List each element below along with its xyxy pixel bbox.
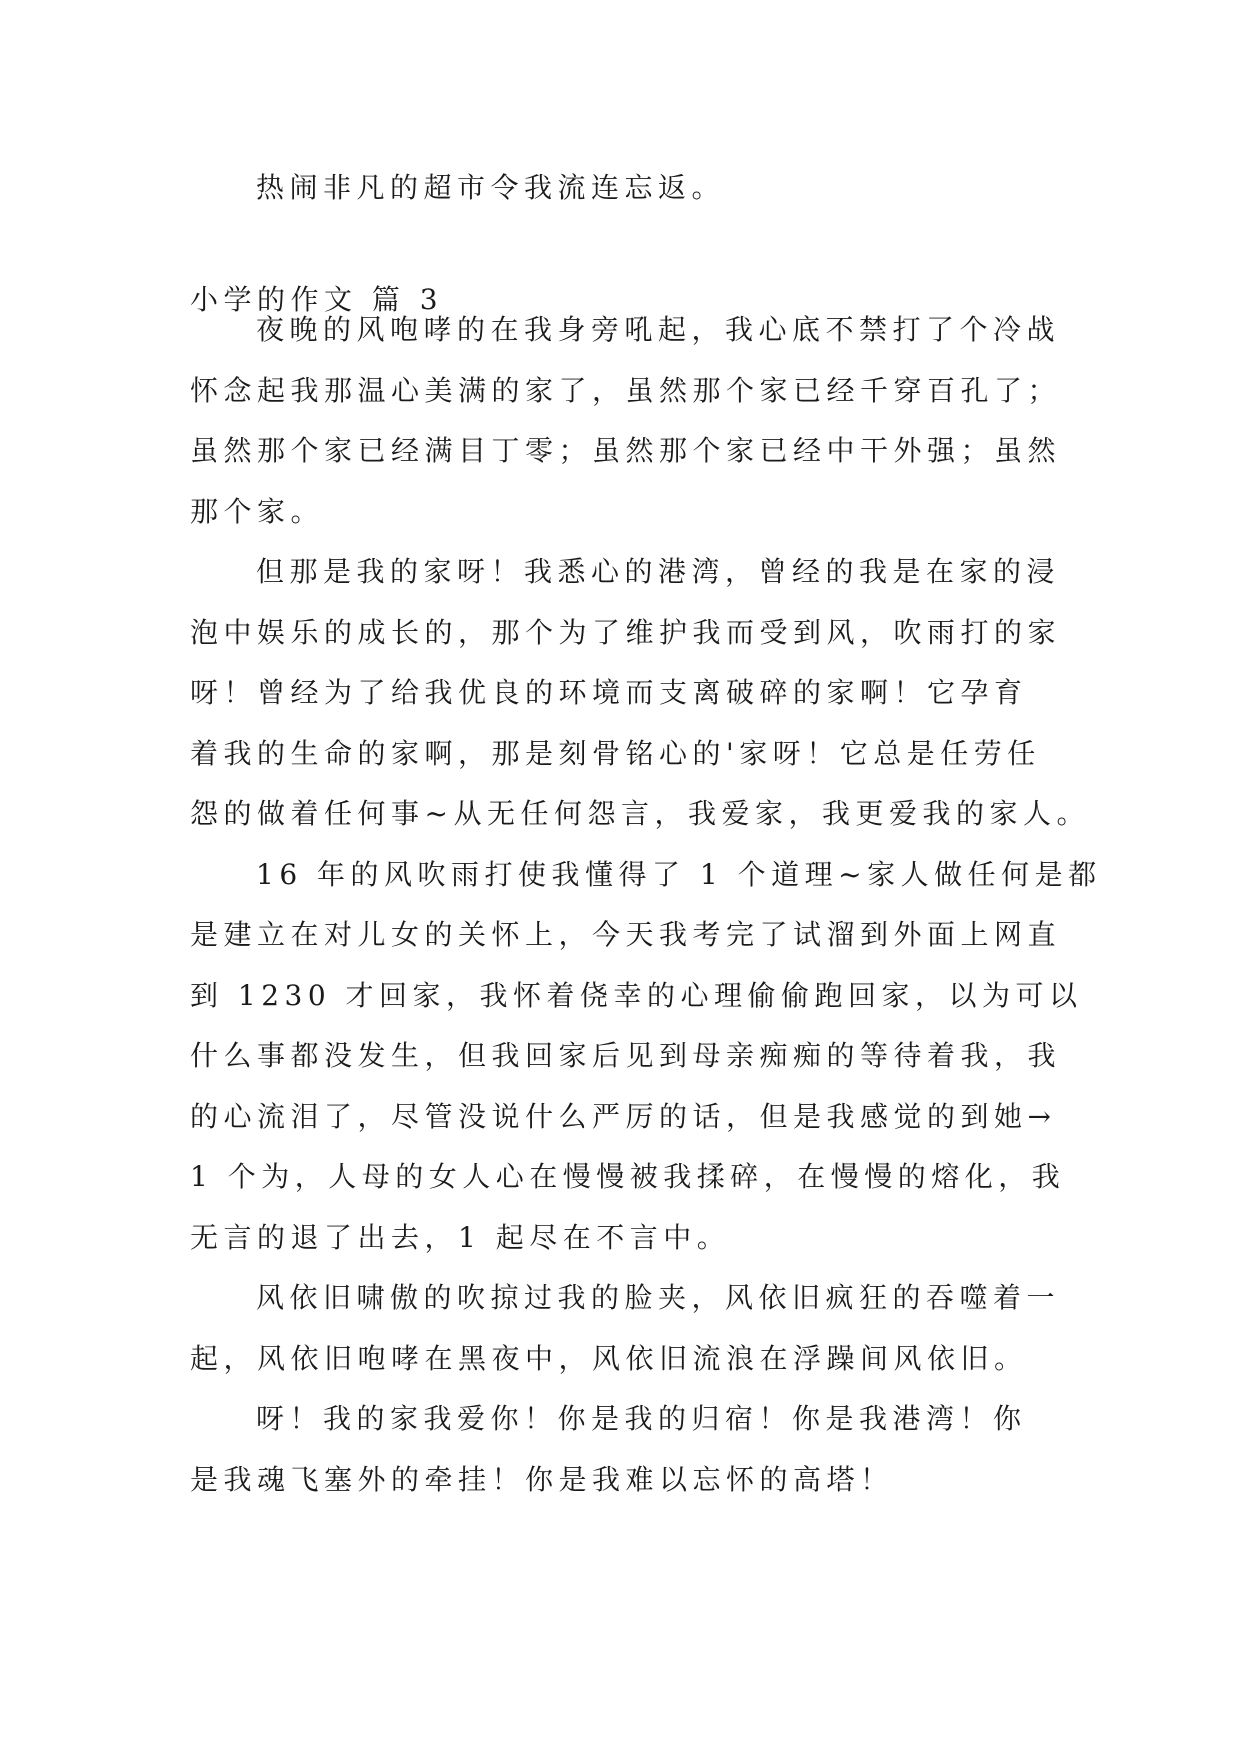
- paragraph-line: 1 个为，人母的女人心在慢慢被我揉碎，在慢慢的熔化，我: [190, 1160, 1066, 1193]
- paragraph-line: 是我魂飞塞外的牵挂！你是我难以忘怀的高塔！: [190, 1462, 894, 1496]
- paragraph-5: [190, 1389, 1060, 1510]
- section-title: 小学的作文 篇 3: [190, 283, 444, 316]
- paragraph-3: [190, 845, 1102, 1269]
- paragraph-line: 是建立在对儿女的关怀上，今天我考完了试溜到外面上网直: [190, 918, 1062, 951]
- paragraph-2: [190, 542, 1090, 845]
- paragraph-line: 但那是我的家呀！我悉心的港湾，曾经的我是在家的浸: [256, 555, 1061, 588]
- paragraph-line: 着我的生命的家啊，那是刻骨铭心的'家呀！它总是任劳任: [190, 736, 1041, 770]
- essay-body: [190, 300, 1102, 1510]
- paragraph-line: 怀念起我那温心美满的家了，虽然那个家已经千穿百孔了；: [190, 373, 1062, 407]
- paragraph-line: 什么事都没发生，但我回家后见到母亲痴痴的等待着我，我: [190, 1039, 1062, 1072]
- paragraph-line: 到 1230 才回家，我怀着侥幸的心理偷偷跑回家，以为可以: [190, 978, 1083, 1012]
- paragraph-line: 呀！曾经为了给我优良的环境而支离破碎的家啊！它孕育: [190, 676, 1028, 709]
- paragraph-line: 怨的做着任何事~从无任何怨言，我爱家，我更爱我的家人。: [190, 797, 1090, 830]
- paragraph-line: 那个家。: [190, 494, 325, 528]
- paragraph-line: 16 年的风吹雨打使我懂得了 1 个道理~家人做任何是都: [256, 857, 1102, 891]
- paragraph-line: 虽然那个家已经满目丁零；虽然那个家已经中干外强；虽然: [190, 434, 1062, 467]
- paragraph-line: 风依旧啸傲的吹掠过我的脸夹，风依旧疯狂的吞噬着一: [256, 1281, 1061, 1314]
- paragraph-line: 无言的退了出去，1 起尽在不言中。: [190, 1220, 731, 1254]
- paragraph-line: 的心流泪了，尽管没说什么严厉的话，但是我感觉的到她→: [190, 1099, 1057, 1133]
- paragraph-4: [190, 1268, 1060, 1389]
- top-paragraph: [190, 158, 1060, 219]
- paragraph-line: 热闹非凡的超市令我流连忘返。: [256, 171, 726, 204]
- paragraph-line: 起，风依旧咆哮在黑夜中，风依旧流浪在浮躁间风依旧。: [190, 1341, 1028, 1375]
- paragraph-1: [190, 300, 1060, 542]
- paragraph-line: 夜晚的风咆哮的在我身旁吼起，我心底不禁打了个冷战: [256, 313, 1061, 346]
- paragraph-line: 呀！我的家我爱你！你是我的归宿！你是我港湾！你: [256, 1402, 1027, 1435]
- paragraph-line: 泡中娱乐的成长的，那个为了维护我而受到风，吹雨打的家: [190, 615, 1062, 649]
